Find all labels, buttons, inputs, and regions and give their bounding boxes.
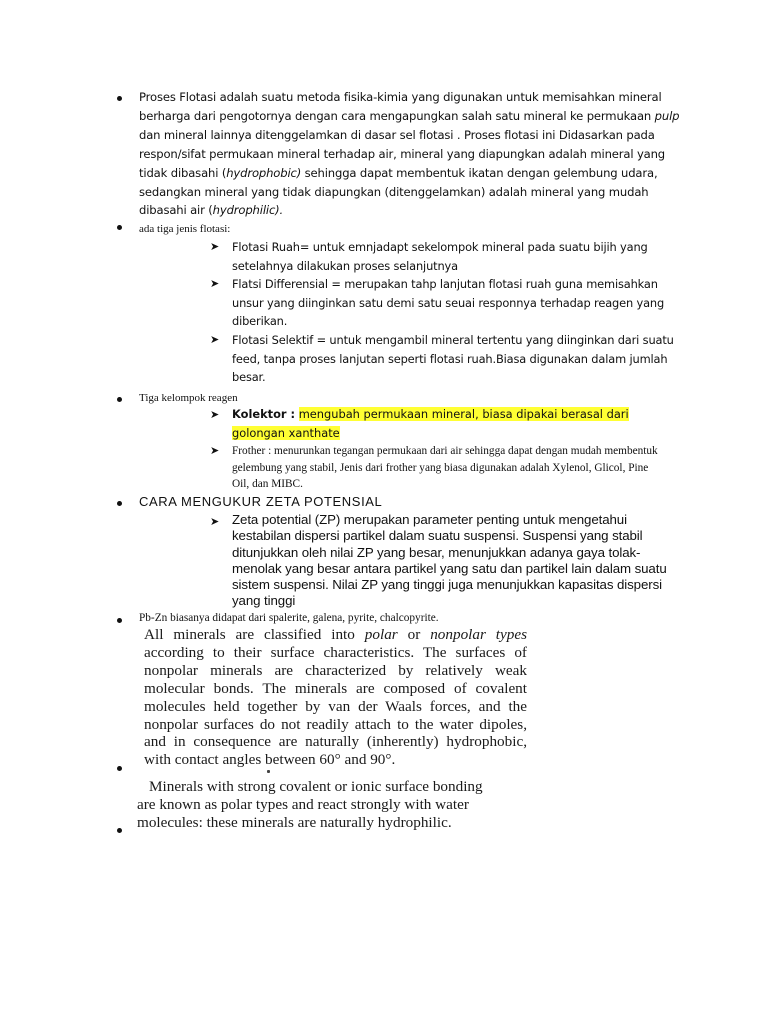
- bullet-icon: [117, 501, 122, 506]
- kolektor-item: [232, 405, 672, 443]
- arrow-bullet-icon: ➤: [210, 445, 220, 457]
- bullet-icon: [117, 225, 122, 230]
- reagent-groups-heading: Tiga kelompok reagen: [139, 392, 238, 404]
- flotation-type-item: Flatsi Differensial = merupakan tahp lanjutan flotasi ruah guna memisahkan unsur yang diinginkan satu demi satu seuai responnya terhadap reagen yang diberikan.: [232, 277, 665, 328]
- flotation-types-heading: ada tiga jenis flotasi:: [139, 223, 231, 235]
- text-run: nonpolar types: [430, 626, 527, 643]
- bullet-icon: [117, 766, 122, 771]
- text-run: pulp: [654, 108, 680, 123]
- text-run: hydrophilic).: [212, 203, 284, 218]
- text-run: hydrophobic): [226, 165, 302, 180]
- frother-item: Frother : menurunkan tegangan permukaan dari air sehingga dapat dengan mudah membentuk gelembung yang stabil, Jenis dari frother yang biasa digunakan adalah Xylenol, Glicol, Pine Oil, dan MIBC.: [232, 445, 658, 491]
- bullet-icon: [117, 96, 122, 101]
- polar-minerals-excerpt: [137, 778, 520, 832]
- text-run: according to their surface characteristics. The surfaces of nonpolar minerals are characterized by relatively weak molecular bonds. The minerals are composed of covalent molecules held together by van der Waals forces, and the nonpolar surfaces do not readily attach to the water dipoles, and in consequence are naturally (inherently) hydrophobic, with contact angles between 60° and 90°.: [144, 643, 527, 769]
- zeta-heading: CARA MENGUKUR ZETA POTENSIAL: [139, 494, 383, 509]
- text-run: All minerals are classified into: [144, 626, 365, 643]
- excerpt-line: molecules: these minerals are naturally hydrophilic.: [137, 813, 452, 831]
- text-run: Proses Flotasi adalah suatu metoda fisika-kimia yang digunakan untuk memisahkan mineral berharga dari pengotornya dengan cara mengapungkan salah satu mineral ke permukaan: [139, 90, 662, 123]
- text-run: or: [397, 626, 431, 643]
- bullet-icon: [117, 397, 122, 402]
- arrow-bullet-icon: ➤: [210, 516, 220, 528]
- flotation-type-item: Flotasi Ruah= untuk emnjadapt sekelompok mineral pada suatu bijih yang setelahnya dilakukan proses selanjutnya: [232, 240, 648, 273]
- arrow-bullet-icon: ➤: [210, 409, 220, 421]
- excerpt-line: are known as polar types and react strongly with water: [137, 795, 469, 813]
- arrow-bullet-icon: ➤: [210, 241, 220, 253]
- zeta-potential-item: Zeta potential (ZP) merupakan parameter penting untuk mengetahui kestabilan dispersi partikel dalam suatu suspensi. Suspensi yang stabil ditunjukkan oleh nilai ZP yang besar, menunjukkan adanya gaya tolak-menolak yang besar antara partikel yang satu dan partikel lain dalam suatu sistem suspensi. Nilai ZP yang tinggi juga menunjukkan kapasitas dispersi yang tinggi: [232, 512, 667, 609]
- excerpt-line: Minerals with strong covalent or ionic surface bonding: [149, 778, 483, 795]
- pb-zn-line: Pb-Zn biasanya didapat dari spalerite, galena, pyrite, chalcopyrite.: [139, 612, 439, 624]
- arrow-bullet-icon: ➤: [210, 278, 220, 290]
- arrow-bullet-icon: ➤: [210, 334, 220, 346]
- text-run: dan mineral lainnya ditenggelamkan di dasar sel flotasi . Proses flotasi ini Didasarkan pada respon/sifat permukaan mineral terhadap air, mineral yang diapungkan adalah mineral yang tidak dibasahi (: [139, 127, 666, 180]
- scan-mark: [267, 770, 270, 773]
- polar-nonpolar-excerpt: [144, 626, 527, 769]
- flotation-type-item: Flotasi Selektif = untuk mengambil mineral tertentu yang diinginkan dari suatu feed, tanpa proses lanjutan seperti flotasi ruah.Biasa digunakan dalam jumlah besar.: [232, 333, 674, 384]
- kolektor-label: Kolektor :: [232, 407, 296, 421]
- bullet-icon: [117, 828, 122, 833]
- text-run: sehingga dapat membentuk ikatan dengan gelembung udara, sedangkan mineral yang tidak diapungkan (ditenggelamkan) adalah mineral yang mudah dibasahi air (: [139, 165, 658, 218]
- text-run: polar: [364, 626, 398, 643]
- flotation-definition-paragraph: [139, 88, 684, 220]
- bullet-icon: [117, 618, 122, 623]
- highlighted-text: mengubah permukaan mineral, biasa dipakai berasal dari golongan xanthate: [232, 407, 629, 440]
